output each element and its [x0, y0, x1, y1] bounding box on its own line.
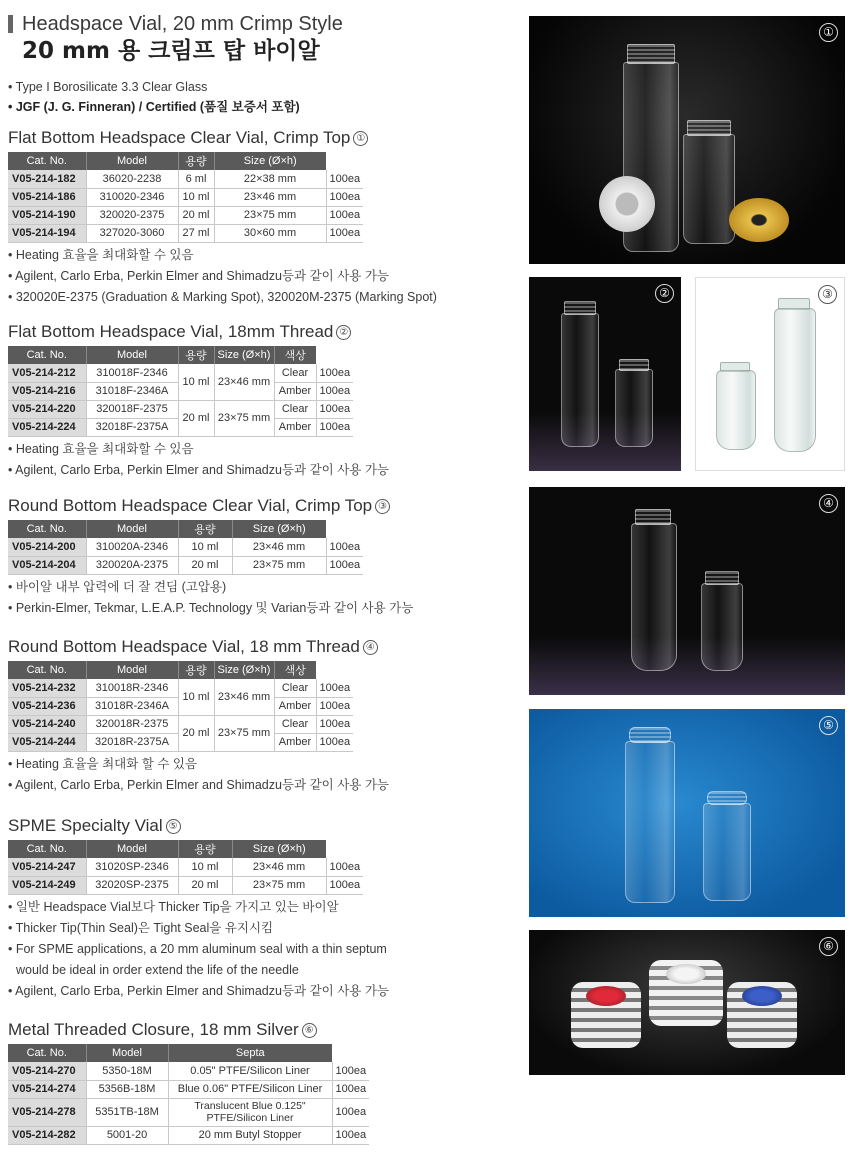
- short-vial: [701, 583, 743, 671]
- section-title: Flat Bottom Headspace Vial, 18mm Thread ②: [8, 321, 508, 343]
- table-row: V05-214-247 31020SP-2346 10 ml 23×46 mm 100ea: [8, 858, 363, 876]
- section-title: Round Bottom Headspace Clear Vial, Crimp Top ③: [8, 495, 508, 517]
- short-vial: [615, 369, 653, 447]
- table-row: V05-214-249 32020SP-2375 20 ml 23×75 mm 100ea: [8, 876, 363, 894]
- photo-number: ⑤: [819, 716, 838, 735]
- product-table: Cat. No. Model 용량 Size (Ø×h) V05-214-182 36020-2238 6 ml 22×38 mm 100ea V05-214-186 310020-2346 10 ml 23×46 mm 100ea V05-214-190 320020-2375 20 ml 23×75 mm 100ea V05-214-194 327020-3060 27 ml 30×60 mm 100ea: [8, 152, 363, 243]
- section-spme-vial: [8, 815, 508, 1002]
- spec-glass: • Type I Borosilicate 3.3 Clear Glass: [8, 80, 208, 94]
- photo-number: ①: [819, 23, 838, 42]
- table-row: V05-214-270 5350-18M 0.05" PTFE/Silicon Liner 100ea: [8, 1062, 369, 1080]
- table-row: V05-214-244 32018R-2375A Amber 100ea: [8, 733, 353, 751]
- red-septum: [586, 986, 626, 1006]
- table-row: V05-214-274 5356B-18M Blue 0.06" PTFE/Silicon Liner 100ea: [8, 1080, 369, 1098]
- page-title: Headspace Vial, 20 mm Crimp Style: [22, 13, 343, 35]
- section-title: Round Bottom Headspace Vial, 18 mm Thread ④: [8, 636, 508, 658]
- section-title: Metal Threaded Closure, 18 mm Silver ⑥: [8, 1019, 508, 1041]
- spec-list: [8, 77, 300, 117]
- photo-number: ⑥: [819, 937, 838, 956]
- short-vial: [716, 370, 756, 450]
- table-row: V05-214-278 5351TB-18M Translucent Blue 0.125" PTFE/Silicon Liner 100ea: [8, 1098, 369, 1126]
- tall-vial: [631, 523, 677, 671]
- table-row: V05-214-182 36020-2238 6 ml 22×38 mm 100ea: [8, 170, 363, 188]
- photo-number: ②: [655, 284, 674, 303]
- table-row: V05-214-212 310018F-2346 10 ml 23×46 mm Clear 100ea: [8, 364, 353, 382]
- product-table: Cat. No. Model 용량 Size (Ø×h) V05-214-200 310020A-2346 10 ml 23×46 mm 100ea V05-214-204 320020A-2375 20 ml 23×75 mm 100ea: [8, 520, 363, 575]
- section-notes: • Heating 효율을 최대화 할 수 있음 • Agilent, Carlo Erba, Perkin Elmer and Shimadzu등과 같이 사용 가능: [8, 756, 389, 792]
- table-row: V05-214-204 320020A-2375 20 ml 23×75 mm 100ea: [8, 556, 363, 574]
- section-flat-bottom-thread: [8, 321, 508, 481]
- spec-certified: • JGF (J. G. Finneran) / Certified (품질 보증서 포함): [8, 100, 300, 114]
- table-row: V05-214-282 5001-20 20 mm Butyl Stopper 100ea: [8, 1126, 369, 1144]
- table-row: V05-214-240 320018R-2375 20 ml 23×75 mm Clear 100ea: [8, 715, 353, 733]
- photo-spme-vials: [529, 709, 845, 917]
- gold-cap: [729, 198, 789, 242]
- photo-number: ④: [819, 494, 838, 513]
- product-table: Cat. No. Model 용량 Size (Ø×h) V05-214-247 31020SP-2346 10 ml 23×46 mm 100ea V05-214-249 32020SP-2375 20 ml 23×75 mm 100ea: [8, 840, 363, 895]
- blue-septum: [742, 986, 782, 1006]
- table-row: V05-214-232 310018R-2346 10 ml 23×46 mm Clear 100ea: [8, 679, 353, 697]
- section-title: SPME Specialty Vial ⑤: [8, 815, 508, 837]
- table-row: V05-214-224 32018F-2375A Amber 100ea: [8, 418, 353, 436]
- product-table: Cat. No. Model 용량 Size (Ø×h) 색상 V05-214-232 310018R-2346 10 ml 23×46 mm Clear 100ea V05-214-236 31018R-2346A Amber 100ea V05-214-240 320018R-2375 20 ml 23×75 mm Clear 100ea V05-214-244 32018R-2375A Amber 100ea: [8, 661, 353, 752]
- section-notes: • Heating 효율을 최대화할 수 있음 • Agilent, Carlo Erba, Perkin Elmer and Shimadzu등과 같이 사용 가능 • 320020E-2375 (Graduation & Marking Spot), 320020M-2375 (Marking Spot): [8, 247, 437, 304]
- table-row: V05-214-220 320018F-2375 20 ml 23×75 mm Clear 100ea: [8, 400, 353, 418]
- page-header: [8, 12, 508, 66]
- photo-crimp-vials: [529, 16, 845, 264]
- white-cap: [599, 176, 655, 232]
- vial-neck: [627, 44, 675, 64]
- photo-number: ③: [818, 285, 837, 304]
- table-row: V05-214-194 327020-3060 27 ml 30×60 mm 100ea: [8, 224, 363, 242]
- table-row: V05-214-216 31018F-2346A Amber 100ea: [8, 382, 353, 400]
- page-title-korean: 20 mm 용 크림프 탑 바이알: [22, 38, 320, 64]
- photo-round-thread-vials: [529, 487, 845, 695]
- section-round-bottom-thread: [8, 636, 508, 796]
- section-notes: • Heating 효율을 최대화할 수 있음 • Agilent, Carlo Erba, Perkin Elmer and Shimadzu등과 같이 사용 가능: [8, 441, 389, 477]
- table-row: V05-214-200 310020A-2346 10 ml 23×46 mm 100ea: [8, 538, 363, 556]
- photo-round-bottom-vials: [695, 277, 845, 471]
- photo-metal-closures: [529, 930, 845, 1075]
- product-table: Cat. No. Model 용량 Size (Ø×h) 색상 V05-214-212 310018F-2346 10 ml 23×46 mm Clear 100ea V05-214-216 31018F-2346A Amber 100ea V05-214-220 320018F-2375 20 ml 23×75 mm Clear 100ea V05-214-224 32018F-2375A Amber 100ea: [8, 346, 353, 437]
- product-table: Cat. No. Model Septa V05-214-270 5350-18M 0.05" PTFE/Silicon Liner 100ea V05-214-274 5356B-18M Blue 0.06" PTFE/Silicon Liner 100ea V05-214-278 5351TB-18M Translucent Blue 0.125" PTFE/Silicon Liner 100ea V05-214-282 5001-20 20 mm Butyl Stopper 100ea: [8, 1044, 369, 1145]
- short-vial: [703, 803, 751, 901]
- short-vial: [683, 134, 735, 244]
- tall-vial: [561, 313, 599, 447]
- section-title: Flat Bottom Headspace Clear Vial, Crimp Top ①: [8, 127, 508, 149]
- section-metal-closure: [8, 1019, 508, 1145]
- section-round-bottom-crimp: [8, 495, 508, 619]
- section-notes: • 바이알 내부 압력에 더 잘 견딤 (고압용) • Perkin-Elmer, Tekmar, L.E.A.P. Technology 및 Varian등과 같이 사용 가능: [8, 579, 414, 615]
- tall-vial: [625, 741, 675, 903]
- table-row: V05-214-186 310020-2346 10 ml 23×46 mm 100ea: [8, 188, 363, 206]
- white-septum: [666, 964, 706, 984]
- section-flat-bottom-crimp: [8, 127, 508, 308]
- tall-vial: [774, 308, 816, 452]
- section-notes: • 일반 Headspace Vial보다 Thicker Tip을 가지고 있는 바이알 • Thicker Tip(Thin Seal)은 Tight Seal을 유지시킴 • For SPME applications, a 20 mm aluminum seal with a thin septum would be ideal in order extend the life of the needle • Agilent, Carlo Erba, Perkin Elmer and Shimadzu등과 같이 사용 가능: [8, 899, 389, 998]
- photo-thread-vials: [529, 277, 681, 471]
- table-row: V05-214-190 320020-2375 20 ml 23×75 mm 100ea: [8, 206, 363, 224]
- header-accent-bar: [8, 15, 13, 33]
- table-row: V05-214-236 31018R-2346A Amber 100ea: [8, 697, 353, 715]
